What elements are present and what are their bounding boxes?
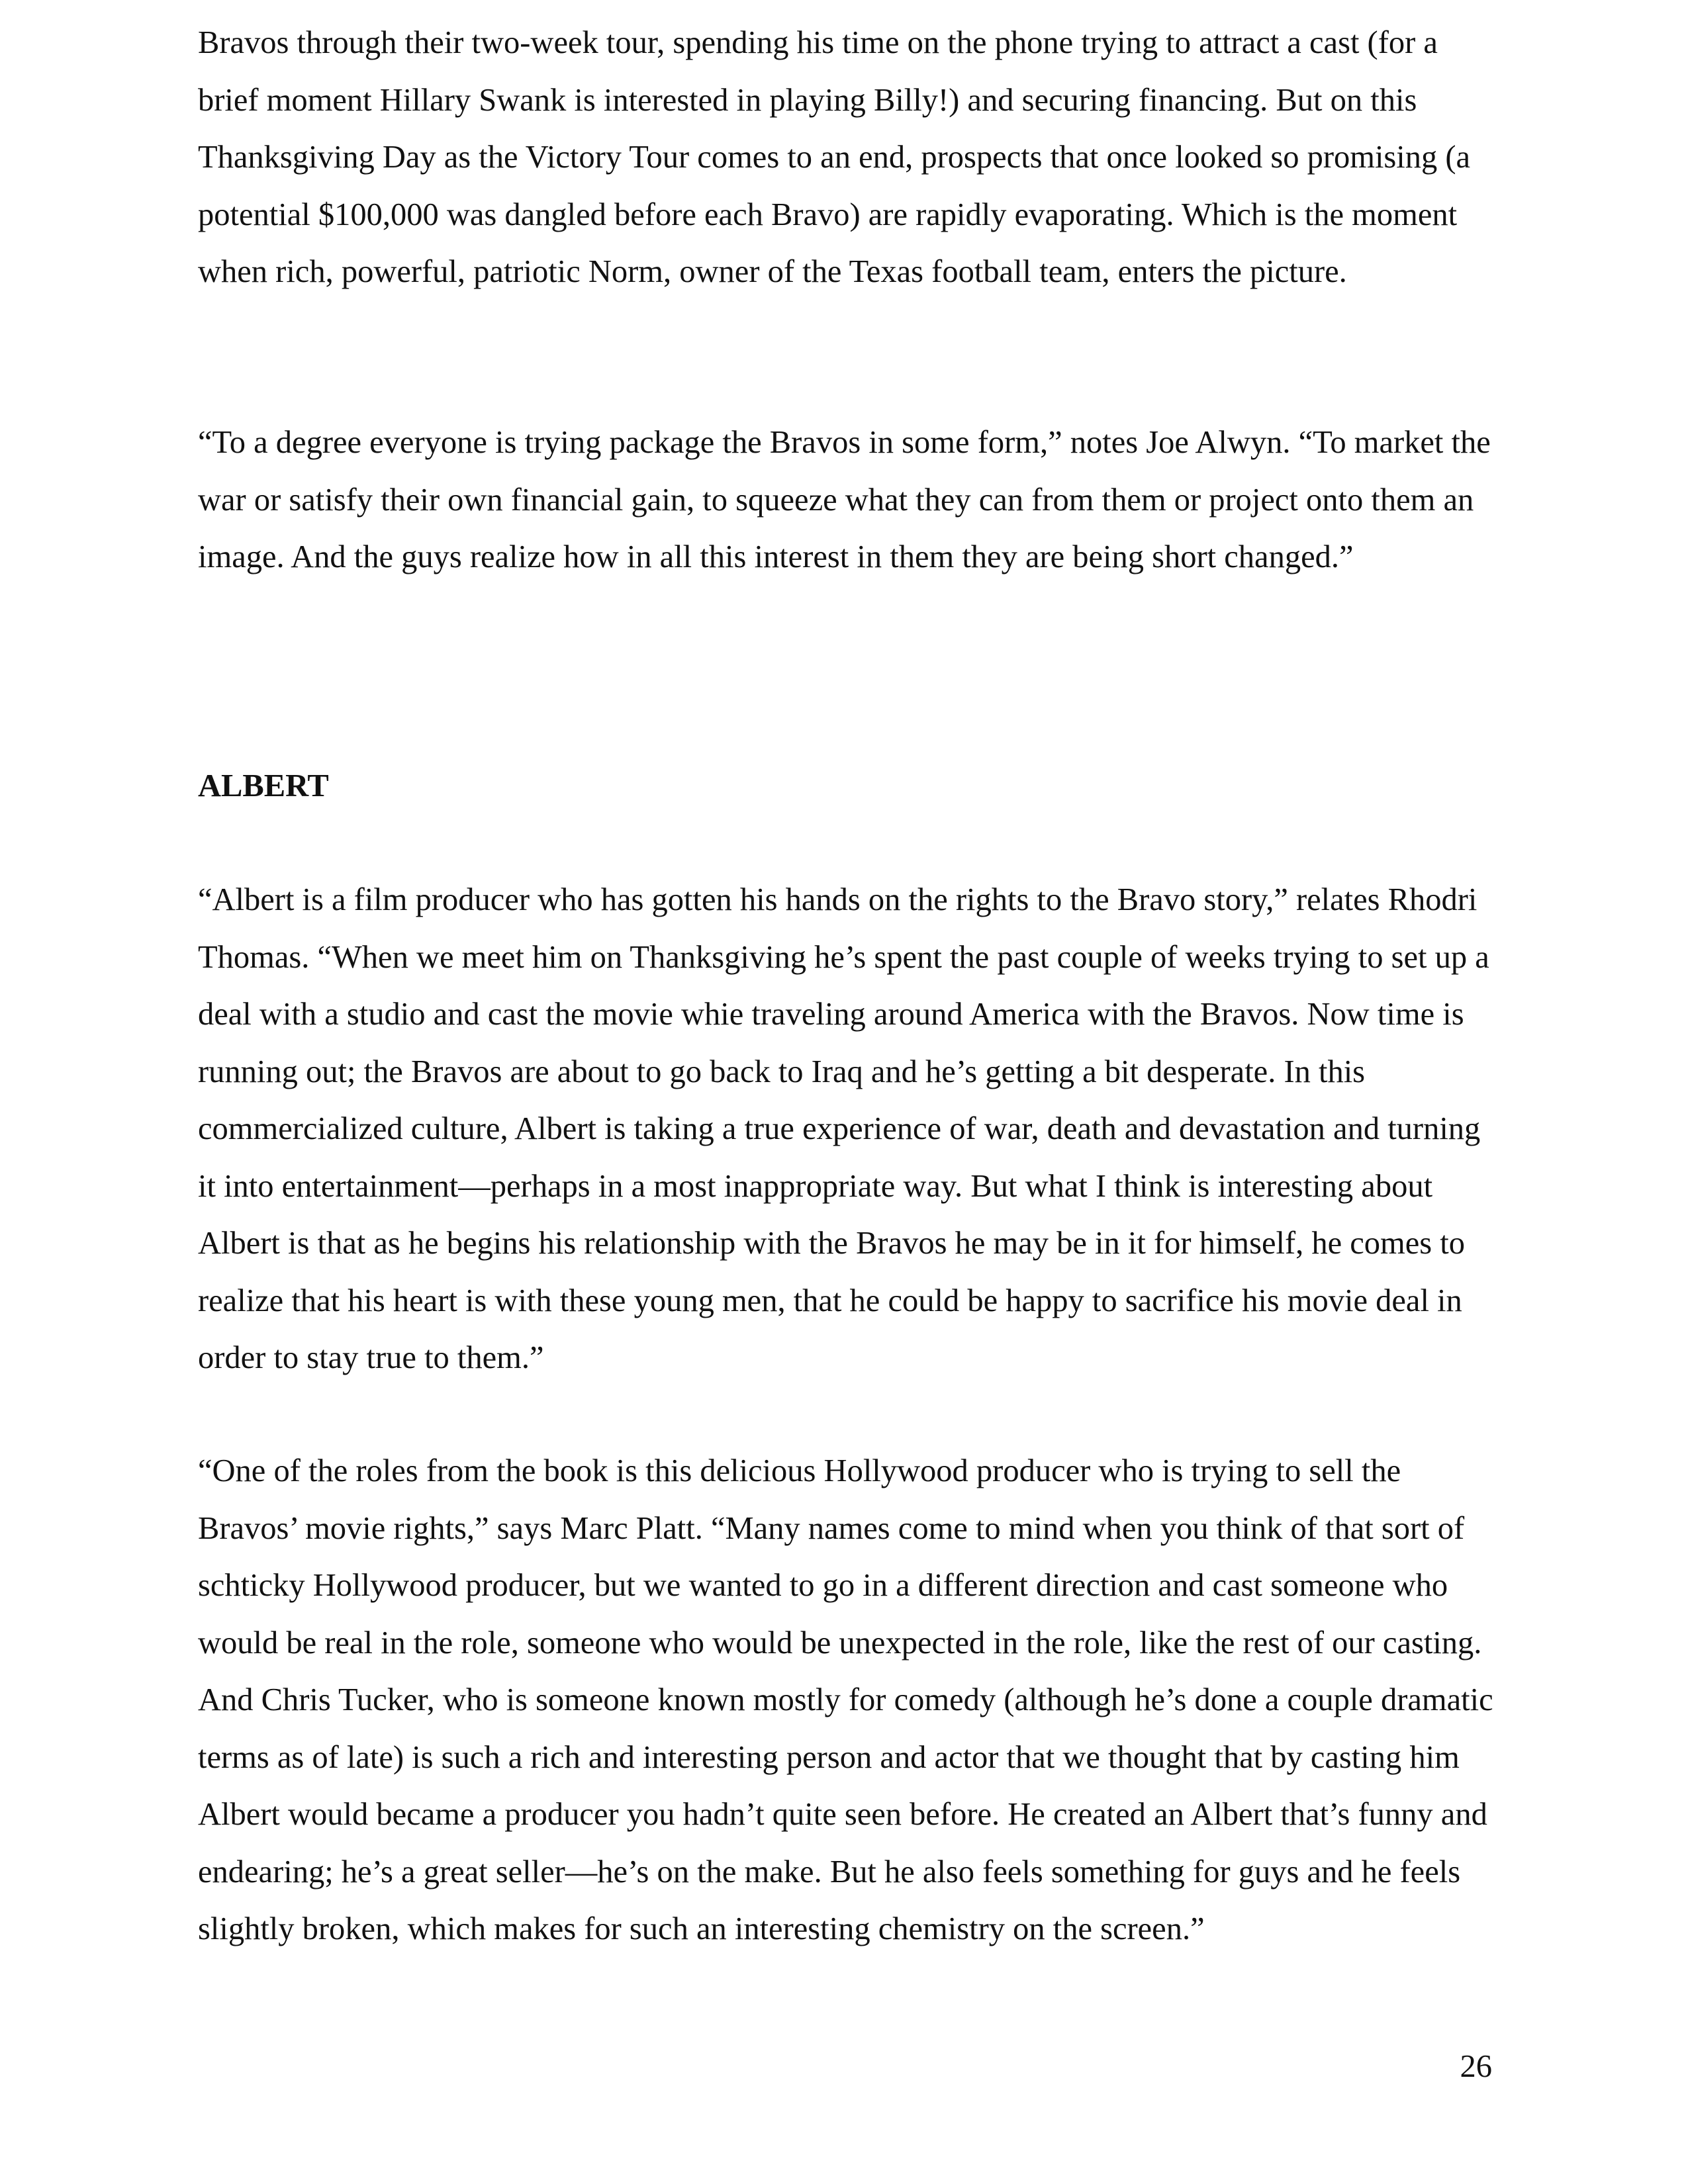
page-number: 26 [1460, 2049, 1492, 2084]
section-heading-albert: ALBERT [198, 768, 329, 803]
paragraph-victory-tour: Bravos through their two-week tour, spending his time on the phone trying to attract a cast (for a brief moment Hillary Swank is interested in playing Billy!) and securing financing. But on this Thanksgiving Day as the Victory Tour comes to an end, prospects that once looked so promising (a potential $100,000 was dangled before each Bravo) are rapidly evaporating. Which is the moment when rich, powerful, patriotic Norm, owner of the Texas football team, enters the picture. [198, 25, 1471, 289]
paragraph-rhodri-thomas-quote: “Albert is a film producer who has gotten his hands on the rights to the Bravo story,” relates Rhodri Thomas. “When we meet him on Thanksgiving he’s spent the past couple of weeks trying to set up a deal with a studio and cast the movie whie traveling around America with the Bravos. Now time is running out; the Bravos are about to go back to Iraq and he’s getting a bit desperate. In this commercialized culture, Albert is taking a true experience of war, death and devastation and turning it into entertainment—perhaps in a most inappropriate way. But what I think is interesting about Albert is that as he begins his relationship with the Bravos he may be in it for himself, he comes to realize that his heart is with these young men, that he could be happy to sacrifice his movie deal in order to stay true to them.” [198, 882, 1489, 1375]
paragraph-marc-platt-quote: “One of the roles from the book is this delicious Hollywood producer who is trying to sell the Bravos’ movie rights,” says Marc Platt. “Many names come to mind when you think of that sort of schticky Hollywood producer, but we wanted to go in a different direction and cast someone who would be real in the role, someone who would be unexpected in the role, like the rest of our casting. And Chris Tucker, who is someone known mostly for comedy (although he’s done a couple dramatic terms as of late) is such a rich and interesting person and actor that we thought that by casting him Albert would became a producer you hadn’t quite seen before. He created an Albert that’s funny and endearing; he’s a great seller—he’s on the make. But he also feels something for guys and he feels slightly broken, which makes for such an interesting chemistry on the screen.” [198, 1453, 1493, 1946]
paragraph-joe-alwyn-quote: “To a degree everyone is trying package the Bravos in some form,” notes Joe Alwyn. “To market the war or satisfy their own financial gain, to squeeze what they can from them or project onto them an image. And the guys realize how in all this interest in them they are being short changed.” [198, 425, 1491, 574]
